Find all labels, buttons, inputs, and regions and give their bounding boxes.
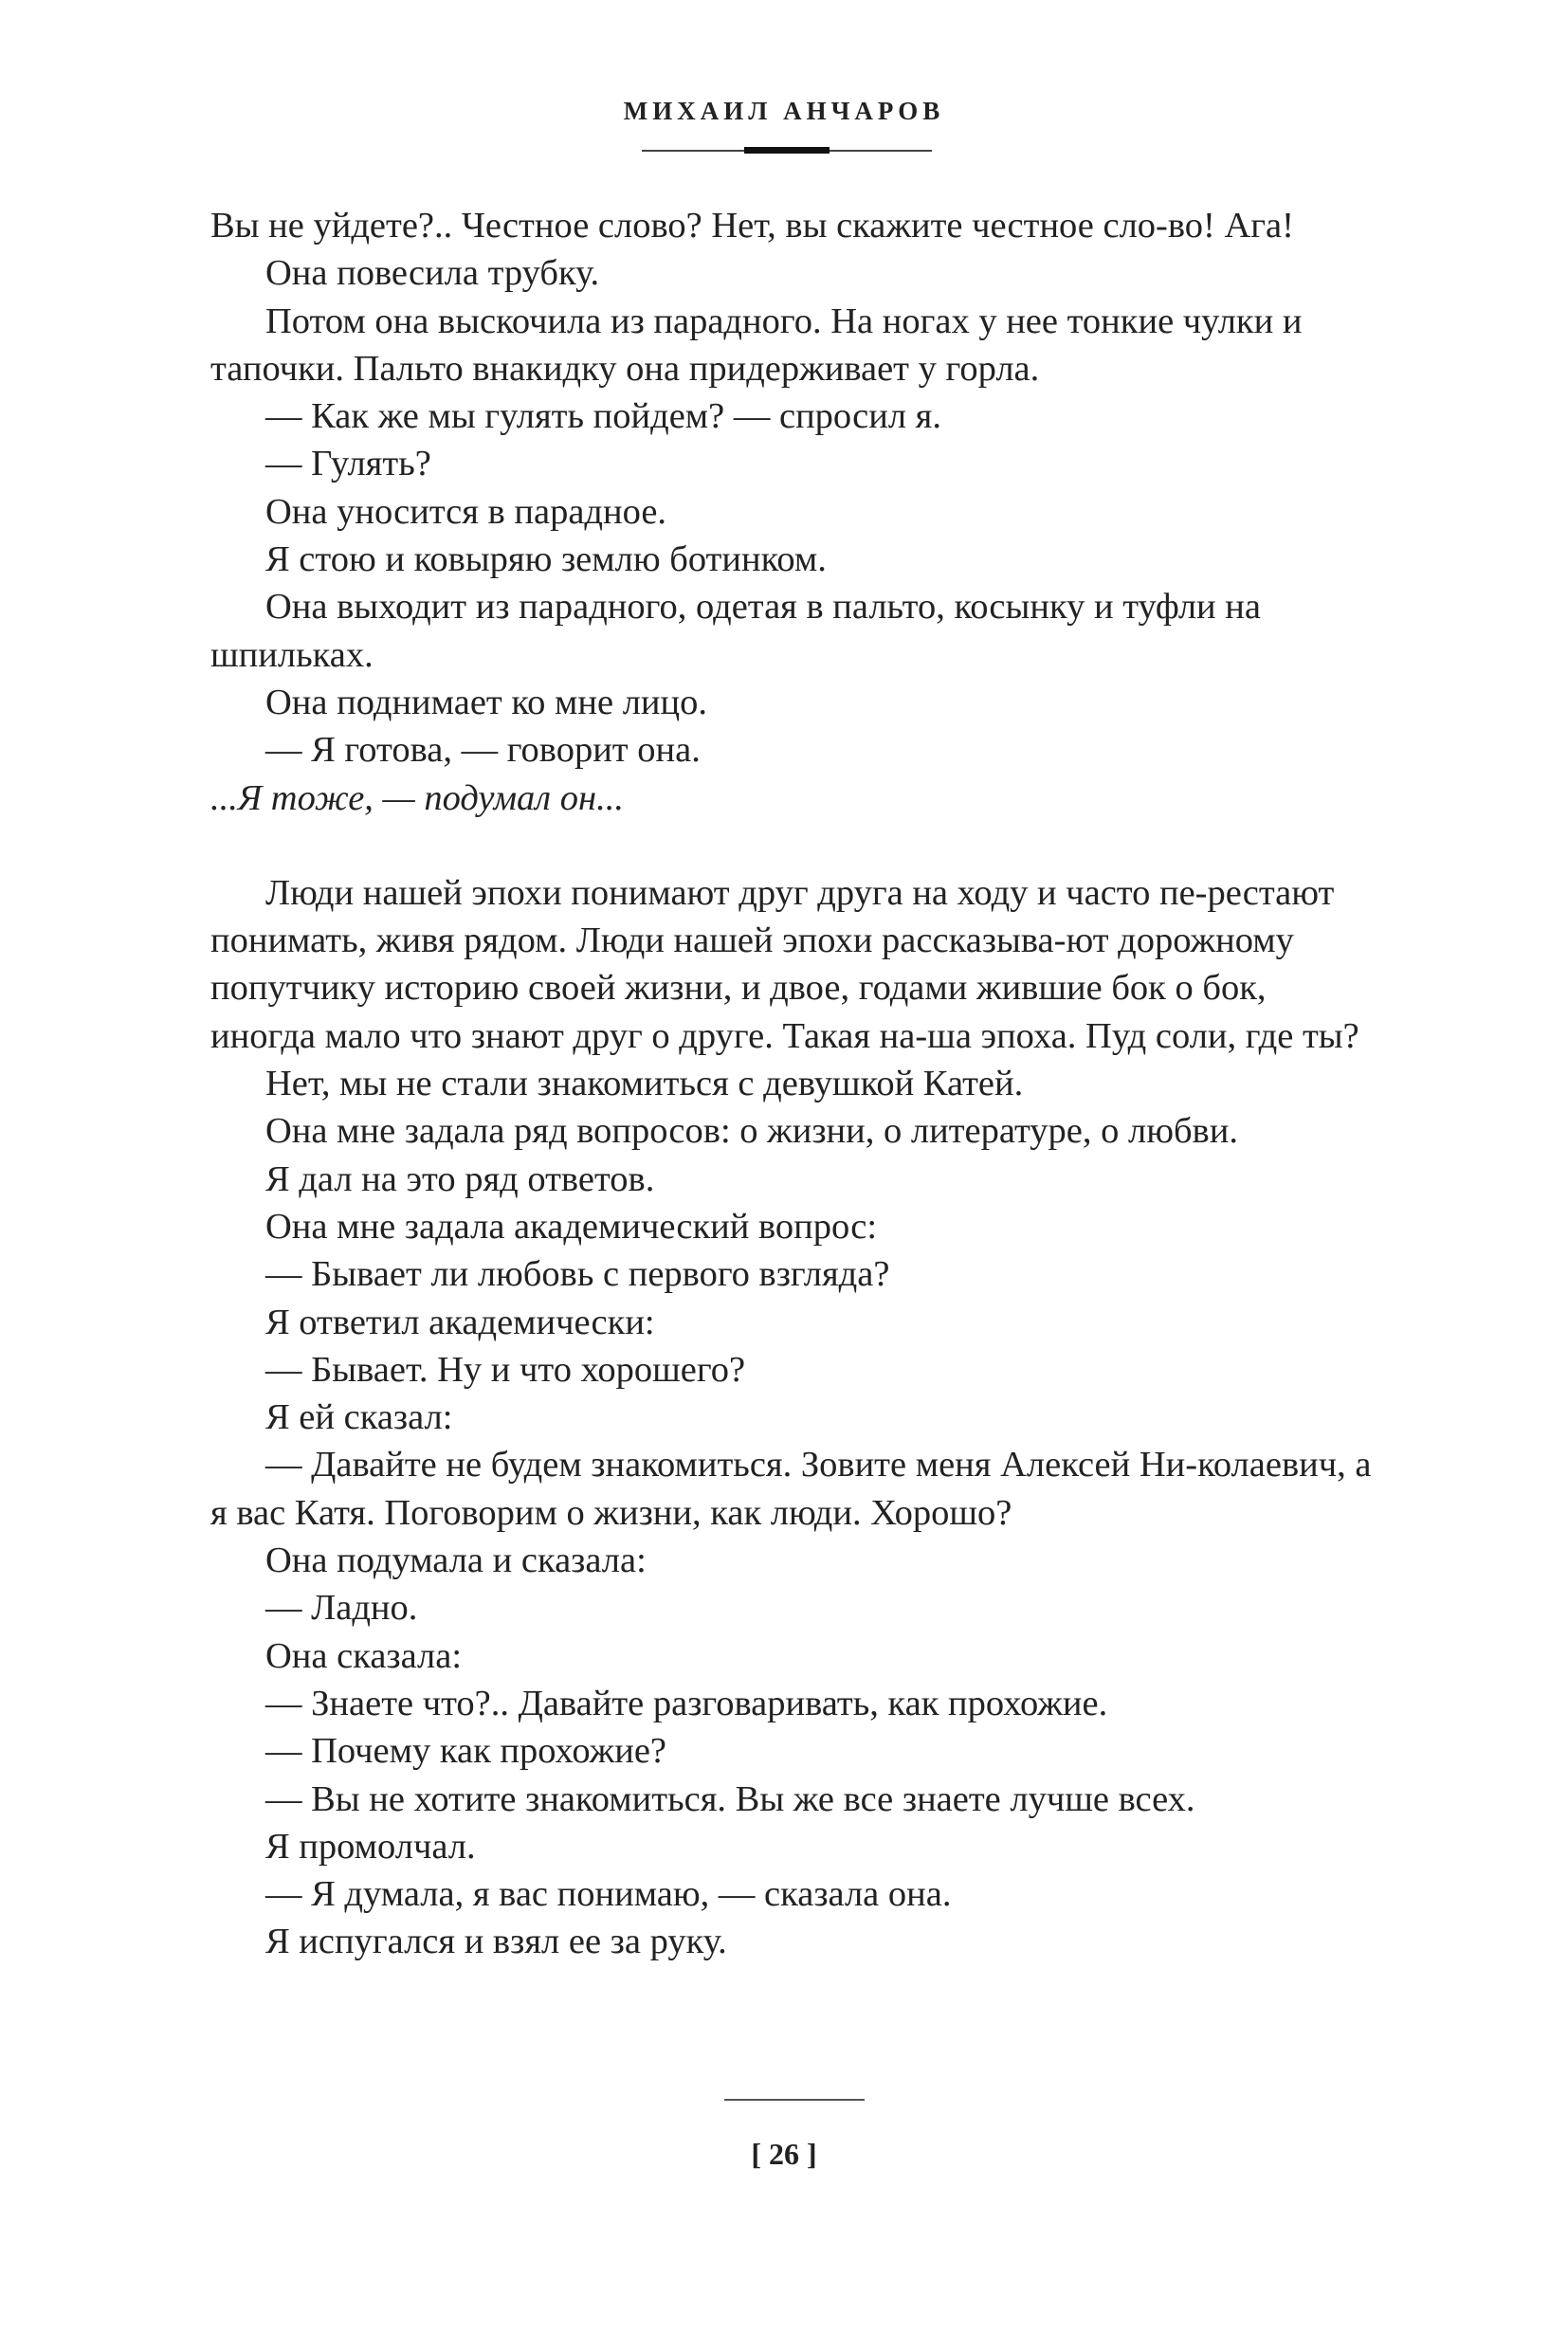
paragraph: — Бывает. Ну и что хорошего? (265, 1349, 746, 1390)
header-rule-accent (744, 147, 830, 154)
section-break (210, 822, 1374, 869)
paragraph: Я дал на это ряд ответов. (265, 1158, 655, 1199)
paragraph: — Вы не хотите знакомиться. Вы же все знаете лучше всех. (265, 1778, 1195, 1819)
paragraph: — Гулять? (265, 444, 431, 484)
paragraph: Потом она выскочила из парадного. На ногах у нее тонкие чулки и тапочки. Пальто внакидку она придерживает у горла. (210, 301, 1303, 389)
page-number: [ 26 ] (751, 2137, 817, 2171)
paragraph: Она мне задала ряд вопросов: о жизни, о литературе, о любви. (265, 1111, 1238, 1152)
paragraph: — Я готова, — говорит она. (265, 730, 701, 771)
paragraph: — Я думала, я вас понимаю, — сказала она. (265, 1874, 952, 1915)
paragraph: Нет, мы не стали знакомиться с девушкой Катей. (265, 1064, 1024, 1104)
paragraph: Люди нашей эпохи понимают друг друга на ходу и часто пе-рестают понимать, живя рядом. Люди нашей эпохи рассказыва-ют дорожному попутчику историю своей жизни, и двое, годами жившие бок о бок, иногда мало что знают друг о друге. Такая на-ша эпоха. Пуд соли, где ты? (210, 872, 1359, 1056)
paragraph: Я ответил академически: (265, 1302, 655, 1342)
paragraph: Я стою и ковыряю землю ботинком. (265, 539, 827, 580)
paragraph: ...Я тоже, — подумал он... (210, 777, 624, 818)
paragraph: Она выходит из парадного, одетая в пальто, косынку и туфли на шпильках. (210, 587, 1261, 675)
footer-rule (724, 2099, 865, 2101)
running-head: МИХАИЛ АНЧАРОВ (623, 97, 945, 125)
paragraph: — Как же мы гулять пойдем? — спросил я. (265, 396, 942, 437)
paragraph: Я испугался и взял ее за руку. (265, 1922, 727, 1962)
paragraph: — Бывает ли любовь с первого взгляда? (265, 1254, 890, 1295)
paragraph: Она подумала и сказала: (265, 1540, 647, 1581)
paragraph: Она мне задала академический вопрос: (265, 1206, 878, 1247)
paragraph: — Почему как прохожие? (265, 1731, 667, 1772)
paragraph: Она сказала: (265, 1635, 463, 1676)
paragraph: Вы не уйдете?.. Честное слово? Нет, вы скажите честное сло-во! Ага! (210, 206, 1294, 246)
paragraph: Она уносится в парадное. (265, 491, 667, 532)
paragraph: Я промолчал. (265, 1826, 476, 1867)
paragraph: Я ей сказал: (265, 1397, 453, 1438)
paragraph: Она поднимает ко мне лицо. (265, 682, 707, 722)
paragraph: — Знаете что?.. Давайте разговаривать, как прохожие. (265, 1683, 1108, 1723)
paragraph: Она повесила трубку. (265, 253, 600, 294)
body-text (210, 202, 1374, 1966)
paragraph: — Ладно. (265, 1588, 418, 1629)
paragraph: — Давайте не будем знакомиться. Зовите меня Алексей Ни-колаевич, а я вас Катя. Поговорим о жизни, как люди. Хорошо? (210, 1445, 1372, 1533)
